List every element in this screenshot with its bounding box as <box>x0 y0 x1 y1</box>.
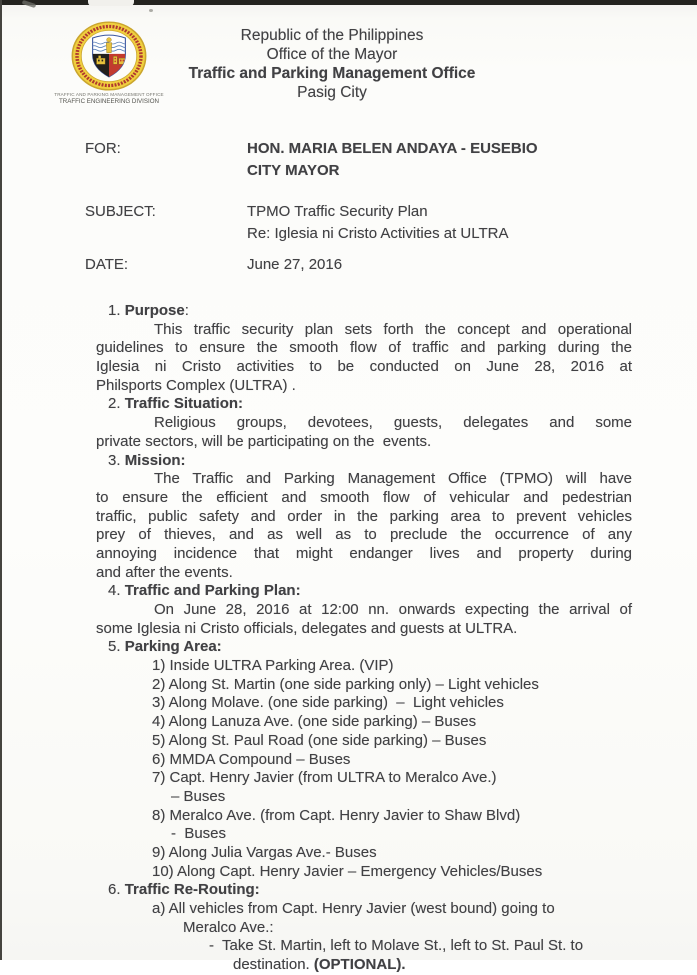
body-line: 10) Along Capt. Henry Javier – Emergency Vehicles/Buses <box>152 862 543 880</box>
meta-for-label: FOR: <box>85 140 121 157</box>
header-line-republic: Republic of the Philippines <box>240 27 424 44</box>
body-line: some Iglesia ni Cristo officials, delegates and guests at ULTRA. <box>96 619 518 637</box>
body-line: 3) Along Molave. (one side parking) – Light vehicles <box>152 694 504 712</box>
body-line: 5) Along St. Paul Road (one side parking) – Buses <box>152 731 487 749</box>
body-line: destination. (OPTIONAL). <box>233 956 406 974</box>
meta-for-value: HON. MARIA BELEN ANDAYA - EUSEBIO <box>247 140 538 157</box>
body-line: On June 28, 2016 at 12:00 nn. onwards expecting the arrival of <box>154 601 632 618</box>
scan-left-edge <box>0 0 2 960</box>
header-line-tpmo: Traffic and Parking Management Office <box>188 65 476 82</box>
body-line: traffic, public safety and order in the parking area to prevent vehicles <box>96 507 632 525</box>
body-line: 6) MMDA Compound – Buses <box>152 750 351 768</box>
header-line-city: Pasig City <box>297 84 367 101</box>
body-line: The Traffic and Parking Management Office (TPMO) will have <box>154 470 632 488</box>
body-line: annoying incidence that might endanger lives and property during <box>96 544 632 562</box>
body-line: Religious groups, devotees, guests, delegates and some <box>154 414 632 432</box>
scan-top-notch <box>88 0 134 6</box>
scan-dot-artifact <box>149 9 153 12</box>
body-line: 9) Along Julia Vargas Ave.- Buses <box>152 843 377 861</box>
body-line: 6. Traffic Re-Routing: <box>108 881 260 899</box>
body-line: Philsports Complex (ULTRA) . <box>96 376 296 394</box>
body-line: a) All vehicles from Capt. Henry Javier (west bound) going to <box>152 900 555 917</box>
meta-subject-value-2: Re: Iglesia ni Cristo Activities at ULTRA <box>247 224 509 242</box>
document-body <box>96 302 632 975</box>
body-line: 3. Mission: <box>108 451 186 469</box>
body-line: 1) Inside ULTRA Parking Area. (VIP) <box>152 657 394 675</box>
seal-caption-division: TRAFFIC ENGINEERING DIVISION <box>58 97 160 105</box>
letterhead <box>35 26 629 102</box>
body-line: Iglesia ni Cristo activities to be conducted on June 28, 2016 at <box>96 358 632 376</box>
meta-for-value-2: CITY MAYOR <box>247 161 340 179</box>
body-line: – Buses <box>171 787 226 805</box>
body-line: 7) Capt. Henry Javier (from ULTRA to Meralco Ave.) <box>152 769 497 787</box>
body-line: This traffic security plan sets forth the concept and operational <box>154 320 632 338</box>
meta-subject-value: TPMO Traffic Security Plan <box>247 203 428 220</box>
body-line: - Buses <box>171 825 227 843</box>
header-line-office: Office of the Mayor <box>266 46 398 63</box>
seal-caption-office: TRAFFIC AND PARKING MANAGEMENT OFFICE <box>54 92 164 97</box>
body-line: Meralco Ave.: <box>183 918 274 936</box>
body-line: to ensure the efficient and smooth flow of vehicular and pedestrian <box>96 488 632 506</box>
body-line: prey of thieves, and as well as to preclude the occurrence of any <box>96 526 632 544</box>
meta-date-value: June 27, 2016 <box>247 256 343 273</box>
body-line: 4) Along Lanuza Ave. (one side parking) – Buses <box>152 713 477 731</box>
meta-date-label: DATE: <box>85 256 129 273</box>
body-line: guidelines to ensure the smooth flow of traffic and parking during the <box>96 339 632 357</box>
meta-subject-label: SUBJECT: <box>85 203 156 220</box>
body-line: 2) Along St. Martin (one side parking only) – Light vehicles <box>152 675 539 693</box>
body-line: 4. Traffic and Parking Plan: <box>108 582 301 600</box>
body-line: and after the events. <box>96 563 233 581</box>
body-line: 8) Meralco Ave. (from Capt. Henry Javier to Shaw Blvd) <box>152 806 521 824</box>
body-line: private sectors, will be participating on the events. <box>96 432 432 450</box>
body-line: 1. Purpose: <box>108 302 189 319</box>
body-line: 2. Traffic Situation: <box>108 395 244 413</box>
body-line: - Take St. Martin, left to Molave St., left to St. Paul St. to <box>209 937 584 955</box>
body-line: 5. Parking Area: <box>108 638 222 656</box>
